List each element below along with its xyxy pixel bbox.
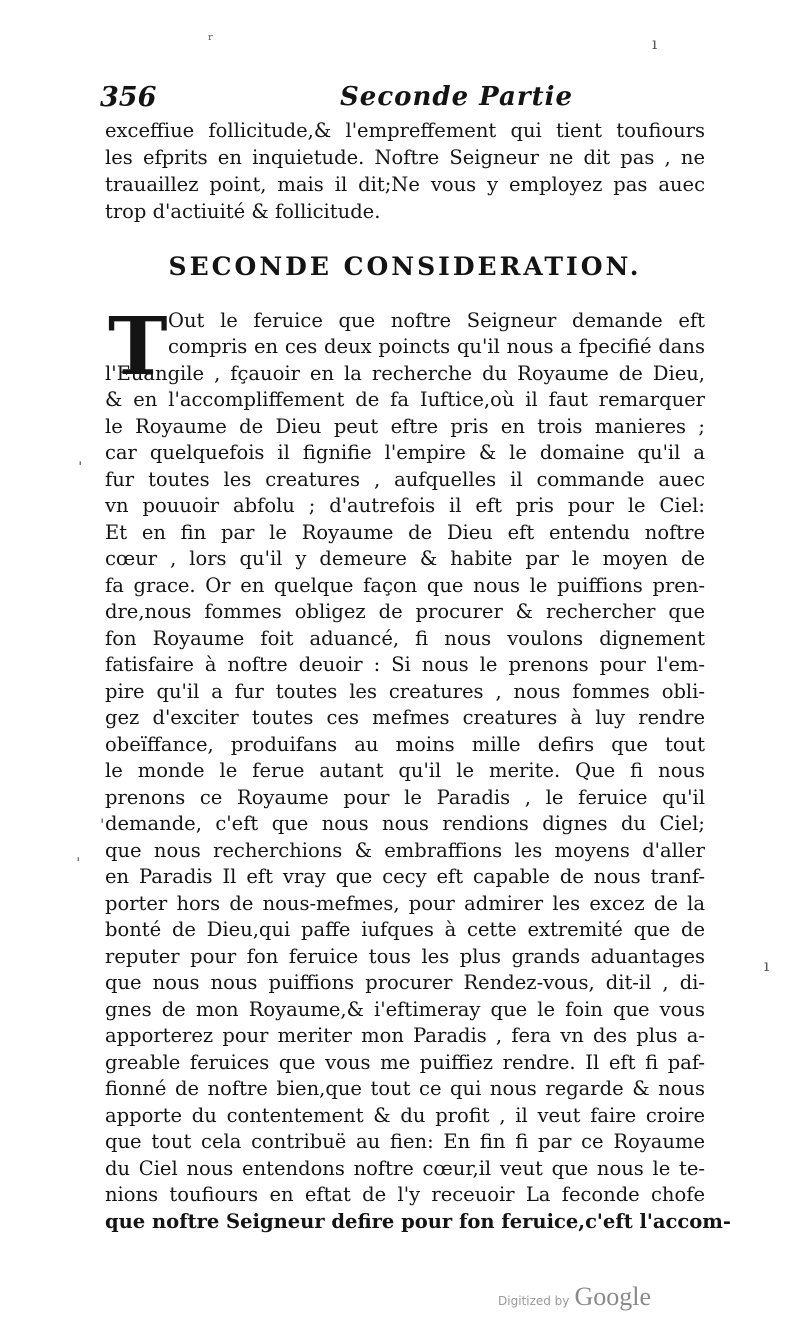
text-line: car quelquefois il fignifie l'empire & le domaine qu'il a <box>105 441 705 464</box>
text-line: obeïffance, produifans au moins mille defirs que tout <box>105 733 705 756</box>
text-line: fon Royaume foit aduancé, fi nous voulons dignement <box>105 627 705 650</box>
margin-mark: ʳ <box>208 30 214 49</box>
text-line: fur toutes les creatures , aufquelles il commande auec <box>105 468 705 491</box>
margin-mark: ' <box>100 815 105 834</box>
running-head: Seconde Partie <box>340 82 573 112</box>
text-line: exceffiue follicitude,& l'empreffement qui tient toufiours <box>105 119 705 142</box>
text-line: apporterez pour meriter mon Paradis , fera vn des plus a- <box>105 1024 705 1047</box>
page-header <box>100 82 720 116</box>
margin-mark: ˌ <box>78 448 83 467</box>
text-line: apporte du contentement & du profit , il veut faire croire <box>105 1104 705 1127</box>
text-line: fa grace. Or en quelque façon que nous le puiffions pren- <box>105 574 705 597</box>
text-line: trop d'actiuité & follicitude. <box>105 200 381 223</box>
text-line: pire qu'il a fur toutes les creatures , nous fommes obli- <box>105 680 705 703</box>
text-line: compris en ces deux poincts qu'il nous a fpecifié dans <box>168 335 705 358</box>
text-line: du Ciel nous entendons noftre cœur,il veut que nous le te- <box>105 1157 705 1180</box>
google-logo: Google <box>574 1282 652 1311</box>
text-line: gez d'exciter toutes ces mefmes creatures à luy rendre <box>105 706 705 729</box>
section-heading: SECONDE CONSIDERATION. <box>168 252 642 281</box>
text-line: fionné de noftre bien,que tout ce qui nous regarde & nous <box>105 1077 705 1100</box>
text-line: l'Euangile , fçauoir en la recherche du Royaume de Dieu, <box>105 362 705 385</box>
digitized-label: Digitized by <box>498 1294 570 1308</box>
text-line: vn pouuoir abfolu ; d'autrefois il eft pris pour le Ciel: <box>105 494 705 517</box>
text-line: les efprits en inquietude. Noftre Seigneur ne dit pas , ne <box>105 146 705 169</box>
text-line: bonté de Dieu,qui paffe iufques à cette extremité que de <box>105 918 705 941</box>
text-line: Out le feruice que noftre Seigneur demande eft <box>168 309 705 332</box>
text-line: en Paradis Il eft vray que cecy eft capable de nous tranf- <box>105 865 705 888</box>
text-line: trauaillez point, mais il dit;Ne vous y employez pas auec <box>105 173 705 196</box>
text-line: greable feruices que vous me puiffiez rendre. Il eft fi paf- <box>105 1051 705 1074</box>
text-line: que tout cela contribuë au fien: En fin fi par ce Royaume <box>105 1130 705 1153</box>
text-line: que noftre Seigneur defire pour fon feruice,c'eft l'accom- <box>105 1210 731 1233</box>
text-line: le monde le ferue autant qu'il le merite. Que fi nous <box>105 759 705 782</box>
text-line: dre,nous fommes obligez de procurer & rechercher que <box>105 600 705 623</box>
margin-mark: ı <box>652 34 658 53</box>
text-line: nions toufiours en eftat de l'y receuoir La feconde chofe <box>105 1183 705 1206</box>
text-line: porter hors de nous-mefmes, pour admirer les excez de la <box>105 892 705 915</box>
text-line: que nous nous puiffions procurer Rendez-vous, dit-il , di- <box>105 971 705 994</box>
margin-mark: ˌ <box>76 844 81 863</box>
text-line: le Royaume de Dieu peut eftre pris en trois manieres ; <box>105 415 705 438</box>
text-line: prenons ce Royaume pour le Paradis , le feruice qu'il <box>105 786 705 809</box>
text-line: cœur , lors qu'il y demeure & habite par le moyen de <box>105 547 705 570</box>
drop-cap: T <box>108 299 168 393</box>
text-line: Et en fin par le Royaume de Dieu eft entendu noftre <box>105 521 705 544</box>
page-number: 356 <box>100 82 157 113</box>
text-line: que nous recherchions & embraffions les moyens d'aller <box>105 839 705 862</box>
digitized-watermark <box>498 1282 651 1312</box>
margin-mark: ı <box>764 956 770 975</box>
text-line: demande, c'eft que nous nous rendions dignes du Ciel; <box>105 812 705 835</box>
text-line: & en l'accompliffement de fa Iuftice,où il faut remarquer <box>105 388 705 411</box>
text-line: reputer pour fon feruice tous les plus grands aduantages <box>105 945 705 968</box>
text-line: gnes de mon Royaume,& i'eftimeray que le foin que vous <box>105 998 705 1021</box>
text-line: fatisfaire à noftre deuoir : Si nous le prenons pour l'em- <box>105 653 705 676</box>
